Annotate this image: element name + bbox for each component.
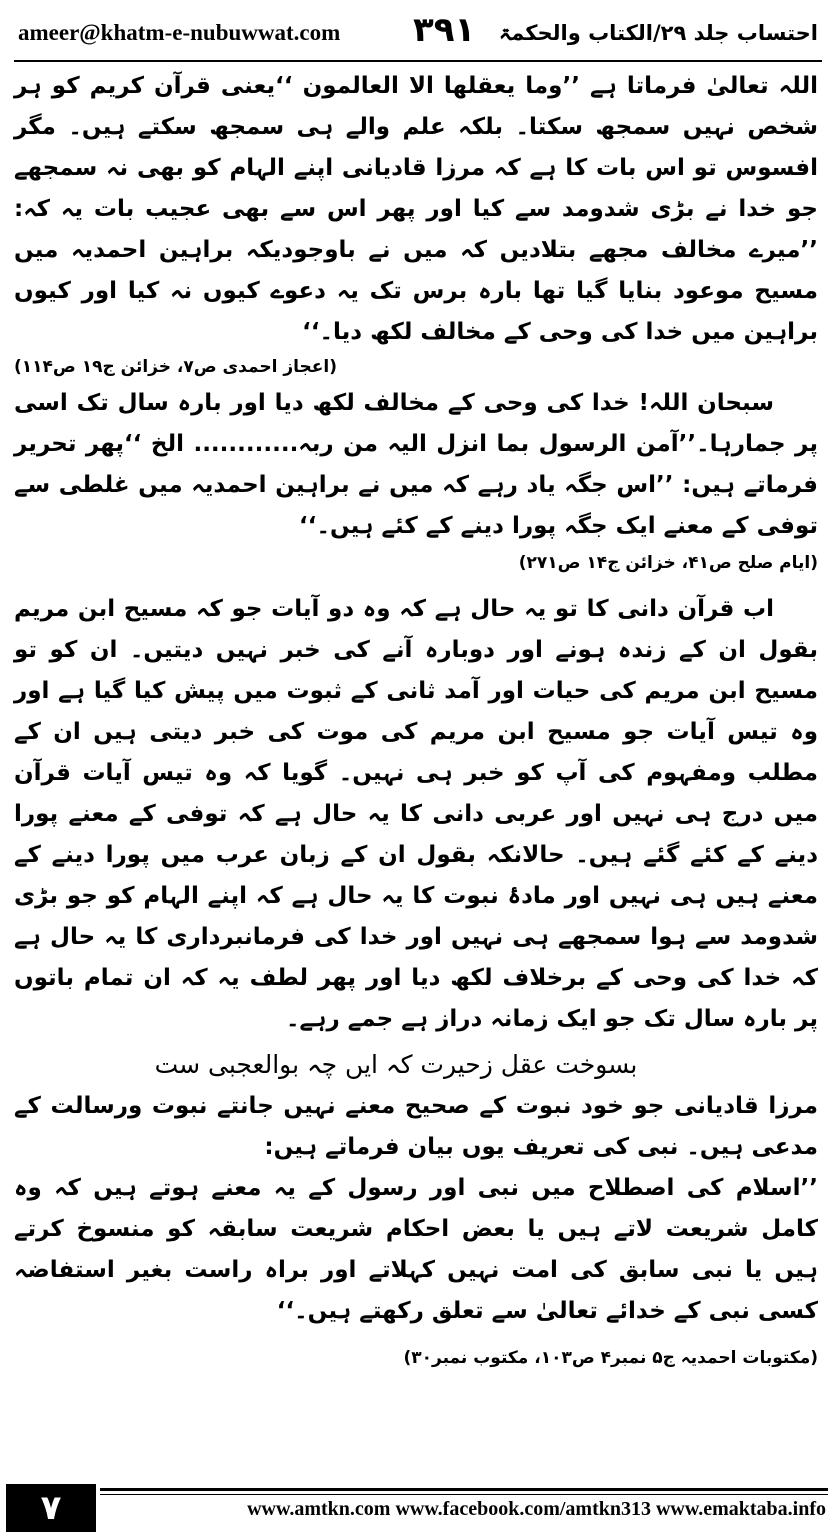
footer-sheet-number: ۷ xyxy=(6,1484,96,1532)
reference-1: (اعجاز احمدی ص۷، خزائن ج۱۹ ص۱۱۴) xyxy=(14,357,337,377)
header-book-title: احتساب جلد ۲۹/الکتاب والحکمۃ xyxy=(498,21,818,45)
footer-links[interactable]: www.amtkn.com www.facebook.com/amtkn313 www.emaktaba.info xyxy=(247,1498,826,1520)
header-page-number: ۳۹۱ xyxy=(413,10,476,50)
footer-rule-thick xyxy=(100,1488,828,1491)
header-email: ameer@khatm-e-nubuwwat.com xyxy=(18,20,341,45)
page-header xyxy=(18,10,818,56)
paragraph-3: اب قرآن دانی کا تو یہ حال ہے کہ وہ دو آیات جو کہ مسیح ابن مریم بقول ان کے زندہ ہونے اور دوبارہ آنے کی خبر نہیں دیتیں۔ ان کو تو مسیح ابن مریم کی حیات اور آمد ثانی کے ثبوت میں پیش کیا گیا ہے اور وہ تیس آیات جو مسیح ابن مریم کی موت کی خبر دیتی ہیں ان کے مطلب ومفہوم کی آپ کو خبر ہی نہیں۔ گویا کہ وہ تیس آیات قرآن میں درج ہی نہیں اور عربی دانی کا یہ حال ہے کہ توفی کے معنے پورا دینے کے کئے گئے ہیں۔ حالانکہ بقول ان کے زبان عرب میں پورا دینے کے معنے ہیں ہی نہیں اور مادۂ نبوت کا یہ حال ہے کہ اپنے الہام کو جو بڑی شدومد سے ہوا سمجھے ہی نہیں اور خدا کی فرمانبرداری کا یہ حال ہے کہ خدا کی وحی کے برخلاف لکھ دیا اور پھر لطف یہ کہ ان تمام باتوں پر بارہ سال تک جو ایک زمانہ دراز ہے جمے رہے۔ xyxy=(14,596,818,1032)
page-footer xyxy=(0,1484,840,1532)
persian-verse: بسوخت عقل زحیرت کہ ایں چہ بوالعجبی ست xyxy=(154,1050,638,1079)
reference-2: (ایام صلح ص۴۱، خزائن ج۱۴ ص۲۷۱) xyxy=(518,553,818,573)
paragraph-2: سبحان اللہ! خدا کی وحی کے مخالف لکھ دیا اور بارہ سال تک اسی پر جمارہا۔’’آمن الرسول بما انزل الیہ من ربہ............ الخ ‘‘پھر تحریر فرماتے ہیں: ’’اس جگہ یاد رہے کہ میں نے براہین احمدیہ میں غلطی سے توفی کے معنے ایک جگہ پورا دینے کے کئے ہیں۔‘‘ xyxy=(14,390,818,539)
paragraph-1: اللہ تعالیٰ فرماتا ہے ’’وما یعقلھا الا العالمون ‘‘یعنی قرآن کریم کو ہر شخص نہیں سمجھ سکتا۔ بلکہ علم والے ہی سمجھ سکتے ہیں۔ مگر افسوس تو اس بات کا ہے کہ مرزا قادیانی اپنے الہام کو بھی نہ سمجھے جو خدا نے بڑی شدومد سے کیا اور پھر اس سے بھی عجیب بات یہ کہ: ’’میرے مخالف مجھے بتلادیں کہ میں نے باوجودیکہ براہین احمدیہ میں مسیح موعود بنایا گیا تھا بارہ برس تک یہ دعوے کیوں نہ کیا اور کیوں براہین میں خدا کی وحی کے مخالف لکھ دیا۔‘‘ xyxy=(14,73,818,345)
page-body xyxy=(14,66,818,1466)
spacer xyxy=(14,1332,818,1342)
footer-rules xyxy=(100,1488,828,1495)
paragraph-4: مرزا قادیانی جو خود نبوت کے صحیح معنے نہیں جانتے نبوت ورسالت کے مدعی ہیں۔ نبی کی تعریف یوں بیان فرماتے ہیں: xyxy=(14,1093,818,1160)
header-rule xyxy=(14,60,822,62)
spacer xyxy=(14,579,818,589)
reference-3: (مکتوبات احمدیہ ج۵ نمبر۴ ص۱۰۳، مکتوب نمبر۳۰) xyxy=(403,1348,818,1368)
quotation: ’’اسلام کی اصطلاح میں نبی اور رسول کے یہ معنے ہوتے ہیں کہ وہ کامل شریعت لاتے ہیں یا بعض احکام شریعت سابقہ کو منسوخ کرتے ہیں یا نبی سابق کی امت نہیں کہلاتے اور براہ راست بغیر استفاضہ کسی نبی کے خدائے تعالیٰ سے تعلق رکھتے ہیں۔‘‘ xyxy=(14,1175,818,1324)
footer-rule-thin xyxy=(100,1494,828,1495)
